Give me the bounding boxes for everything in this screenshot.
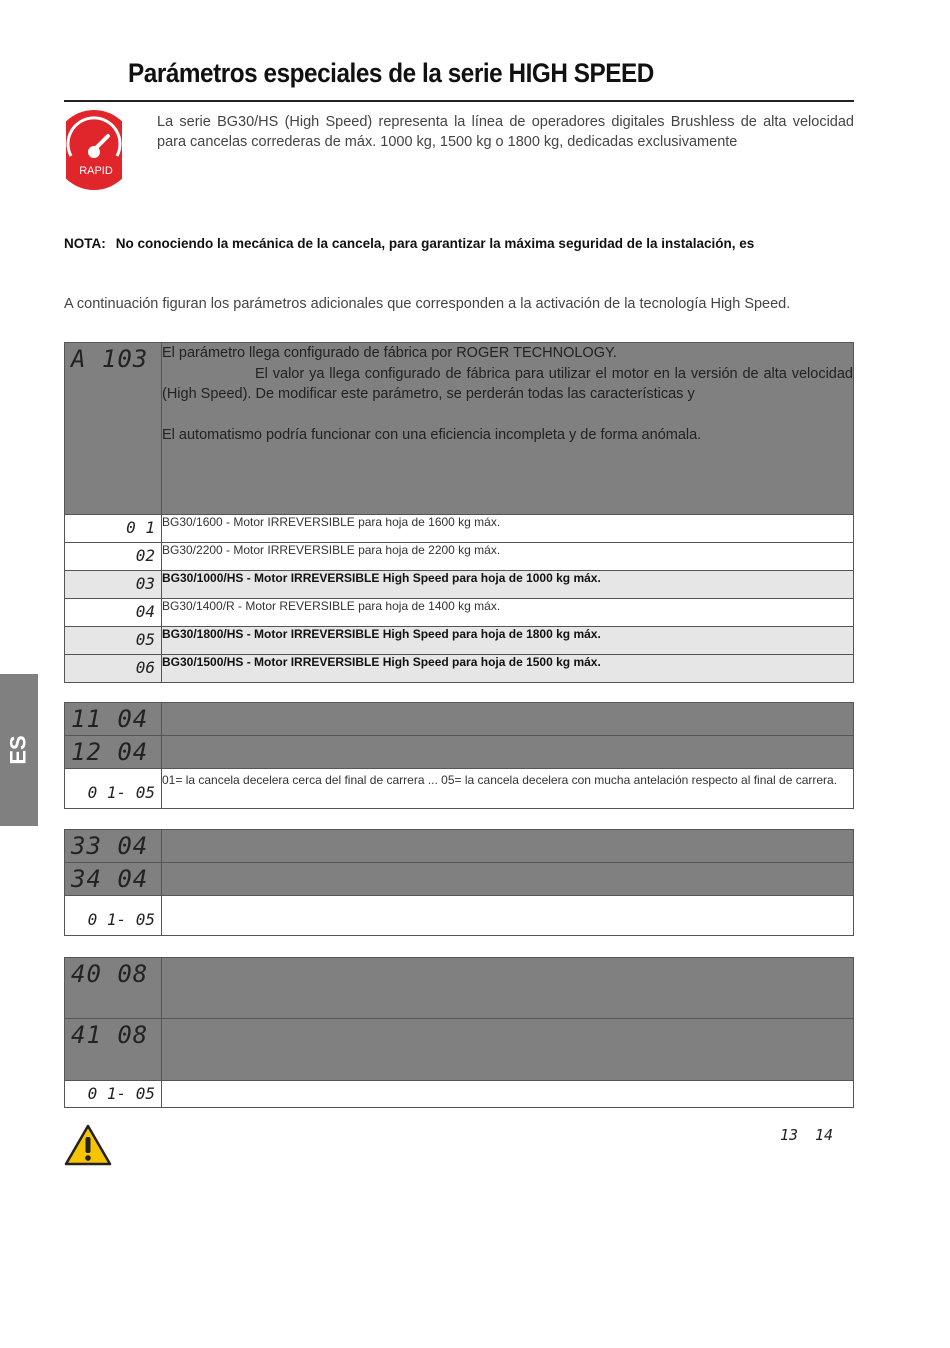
table-row [65,627,854,655]
continuation-paragraph: A continuación figuran los parámetros adicionales que corresponden a la activación de la tecnología High Speed. [64,296,791,312]
language-tab-label: ES [5,735,31,765]
param-code: 40 08 [65,958,162,1019]
param-description [162,1019,854,1081]
title-divider [64,100,854,102]
row-code: 02 [65,543,162,571]
desc-line-3: El automatismo podría funcionar con una eficiencia incompleta y de forma anómala. [162,426,702,443]
reference-14: 14 [815,1126,834,1144]
row-code: 0 1 [65,515,162,543]
intro-paragraph: La serie BG30/HS (High Speed) representa la línea de operadores digitales Brushless de alta velocidad para cancelas correderas de máx. 1000 kg, 1500 kg o 1800 kg, dedicadas exclusivamente [157,114,854,150]
row-text: BG30/2200 - Motor IRREVERSIBLE para hoja de 2200 kg máx. [162,543,854,571]
param-code: 33 04 [65,830,162,863]
rapid-label: RAPID [79,165,113,177]
param-code: 11 04 [65,703,162,736]
range-code: 0 1- 05 [65,769,162,809]
row-text: BG30/1500/HS - Motor IRREVERSIBLE High Speed para hoja de 1500 kg máx. [162,655,854,683]
range-text [162,1081,854,1108]
param-description [162,830,854,863]
nota-label: NOTA: [64,236,106,251]
range-code: 0 1- 05 [65,1081,162,1108]
row-code: 03 [65,571,162,599]
param-description [162,863,854,896]
param-code: A 103 [65,343,162,515]
nota-text: No conociendo la mecánica de la cancela, para garantizar la máxima seguridad de la instalación, es [115,236,755,251]
parameter-table-a103 [64,342,854,683]
reference-13: 13 [780,1126,799,1144]
param-code: 12 04 [65,736,162,769]
parameter-table-4008 [64,957,854,1108]
table-row [65,543,854,571]
parameter-table-1104 [64,702,854,809]
table-row [65,571,854,599]
param-description [162,736,854,769]
nota-line [64,236,854,258]
param-code: 41 08 [65,1019,162,1081]
row-code: 04 [65,599,162,627]
row-text: BG30/1600 - Motor IRREVERSIBLE para hoja de 1600 kg máx. [162,515,854,543]
param-description [162,343,854,515]
range-text [162,896,854,936]
table-row [65,599,854,627]
row-text: BG30/1000/HS - Motor IRREVERSIBLE High Speed para hoja de 1000 kg máx. [162,571,854,599]
page-title: Parámetros especiales de la serie HIGH SPEED [128,58,654,88]
row-text: BG30/1400/R - Motor REVERSIBLE para hoja de 1400 kg máx. [162,599,854,627]
param-description [162,958,854,1019]
table-row [65,655,854,683]
row-code: 05 [65,627,162,655]
range-code: 0 1- 05 [65,896,162,936]
table-row [65,515,854,543]
row-text: BG30/1800/HS - Motor IRREVERSIBLE High Speed para hoja de 1800 kg máx. [162,627,854,655]
parameter-table-3304 [64,829,854,936]
rapid-speedometer-icon [66,110,122,192]
warning-icon [64,1124,112,1166]
range-text: 01= la cancela decelera cerca del final de carrera ... 05= la cancela decelera con mucha antelación respecto al final de carrera. [162,769,854,809]
param-code: 34 04 [65,863,162,896]
param-description [162,703,854,736]
desc-line-2: El valor ya llega configurado de fábrica para utilizar el motor en la versión de alta velocidad (High Speed). De modificar este parámetro, se perderán todas las características y [162,365,853,402]
language-tab [0,674,38,826]
row-code: 06 [65,655,162,683]
desc-line-1: El parámetro llega configurado de fábrica por ROGER TECHNOLOGY. [162,345,617,361]
